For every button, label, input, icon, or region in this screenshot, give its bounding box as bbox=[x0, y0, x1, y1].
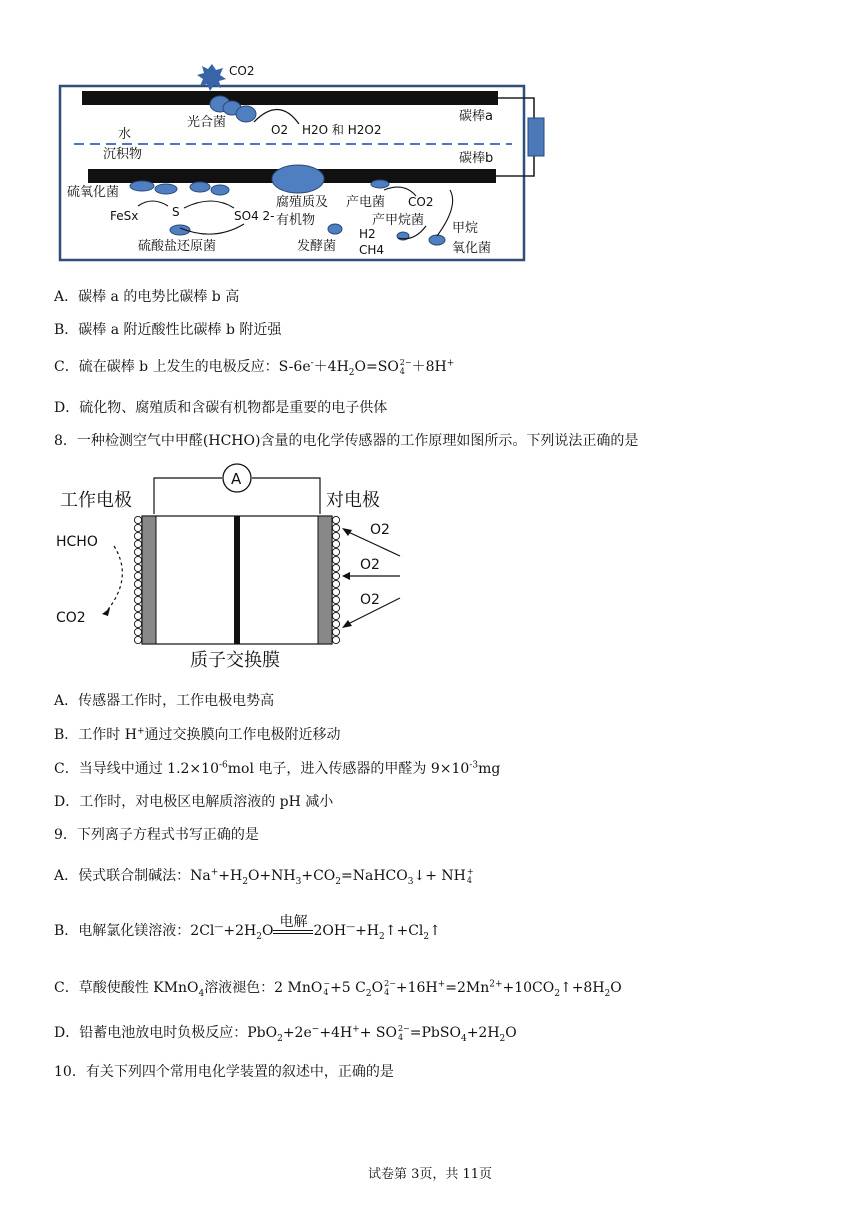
counter-electrode-label: 对电极 bbox=[326, 490, 380, 511]
q7-option-a: A．碳棒 a 的电势比碳棒 b 高 bbox=[54, 289, 240, 305]
electrode-bead bbox=[332, 572, 339, 579]
electrode-bead bbox=[332, 612, 339, 619]
electrode-bead bbox=[134, 628, 141, 635]
sediment-label: 沉积物 bbox=[103, 147, 143, 162]
organics-label: 有机物 bbox=[276, 213, 316, 228]
q8-option-a: A．传感器工作时，工作电极电势高 bbox=[54, 693, 275, 709]
electrode-bead bbox=[134, 564, 141, 571]
carbon-a-label: 碳棒a bbox=[459, 109, 493, 124]
methanogens-label: 产甲烷菌 bbox=[372, 213, 425, 228]
q8-option-d: D．工作时，对电极区电解质溶液的 pH 减小 bbox=[54, 794, 334, 810]
s-label: S bbox=[172, 205, 180, 219]
electrode-bead bbox=[332, 588, 339, 595]
q9-option-a: A．侯式联合制碱法：$Na^++H_2O+NH_3+CO_2=NaHCO_3↓+$ NH + 4 bbox=[54, 867, 474, 887]
q9-stem: 9．下列离子方程式书写正确的是 bbox=[54, 827, 259, 843]
q8-option-b: B．工作时 H+通过交换膜向工作电极附近移动 bbox=[54, 726, 341, 743]
sulfide-bacteria-label: 硫氧化菌 bbox=[67, 185, 120, 200]
photo-bacteria-label: 光合菌 bbox=[187, 115, 227, 130]
h2o-h2o2-label: H2O 和 H2O2 bbox=[302, 123, 382, 137]
figure-hcho-sensor bbox=[54, 462, 414, 682]
electro-bacteria-label: 产电菌 bbox=[346, 195, 386, 210]
electrode-bead bbox=[134, 532, 141, 539]
electrode-bead bbox=[134, 604, 141, 611]
co2-sensor-label: CO2 bbox=[56, 610, 86, 626]
q9-option-b: B．电解氯化镁溶液：$2Cl^—+2H_2O$ 电解 $2OH^—+H_2↑+Cl_2↑$ bbox=[54, 914, 441, 942]
sulfate-reducers-label: 硫酸盐还原菌 bbox=[138, 239, 217, 254]
q10-stem: 10．有关下列四个常用电化学装置的叙述中，正确的是 bbox=[54, 1064, 394, 1080]
so4-label: SO4 2- bbox=[234, 209, 275, 223]
electrode-bead bbox=[134, 636, 141, 643]
electrode-bead bbox=[332, 548, 339, 555]
carbon-b-label: 碳棒b bbox=[459, 151, 494, 166]
o2-sensor-label-1: O2 bbox=[370, 522, 390, 538]
electrode-bead bbox=[332, 604, 339, 611]
electrode-bead bbox=[332, 516, 339, 523]
electrode-bead bbox=[134, 620, 141, 627]
electrode-bead bbox=[134, 516, 141, 523]
figure-sediment-fuel-cell bbox=[54, 56, 554, 266]
electrode-bead bbox=[332, 556, 339, 563]
page-footer: 试卷第 3页，共 11页 bbox=[367, 1167, 493, 1182]
co2-right-label: CO2 bbox=[408, 195, 434, 209]
electrode-bead bbox=[134, 548, 141, 555]
electrode-bead bbox=[332, 540, 339, 547]
q9-option-c: C．草酸使酸性 KMnO$_4$溶液褪色：2 MnO − 4 +5 $C_2O$ 2− 4 $+16H^+=2Mn^{2+}+10CO_2↑+8H_2O$ bbox=[54, 979, 622, 999]
q7-option-c: C．硫在碳棒 b 上发生的电极反应：$S-6e^-+4H_2O=SO$ 2− 4 ＋8H+ bbox=[54, 358, 455, 378]
electrode-bead bbox=[332, 636, 339, 643]
co2-top-label: CO2 bbox=[229, 64, 255, 78]
electrode-bead bbox=[332, 564, 339, 571]
humus-label: 腐殖质及 bbox=[276, 195, 329, 210]
q7-option-b: B．碳棒 a 附近酸性比碳棒 b 附近强 bbox=[54, 322, 282, 338]
hcho-label: HCHO bbox=[56, 534, 98, 550]
electrode-bead bbox=[332, 532, 339, 539]
electrode-bead bbox=[332, 596, 339, 603]
electrode-bead bbox=[134, 540, 141, 547]
o2-sensor-label-3: O2 bbox=[360, 592, 380, 608]
electrode-bead bbox=[332, 524, 339, 531]
fesx-label: FeSx bbox=[110, 209, 139, 223]
methane-ox-label-2: 氧化菌 bbox=[452, 241, 492, 256]
q8-option-c: C．当导线中通过 $1.2\times 10^{-6}mol$ 电子，进入传感器的甲醛为 $9\times 10^{-3}mg$ bbox=[54, 760, 501, 777]
electrode-bead bbox=[134, 524, 141, 531]
electrode-bead bbox=[332, 620, 339, 627]
electrode-bead bbox=[134, 588, 141, 595]
membrane-label: 质子交换膜 bbox=[190, 650, 280, 671]
o2-label: O2 bbox=[271, 123, 289, 137]
electrode-bead bbox=[332, 580, 339, 587]
h2-label: H2 bbox=[359, 227, 376, 241]
electrode-bead bbox=[134, 572, 141, 579]
electrode-bead bbox=[134, 556, 141, 563]
q7-option-d: D．硫化物、腐殖质和含碳有机物都是重要的电子供体 bbox=[54, 400, 388, 416]
q9-option-d: D．铅蓄电池放电时负极反应：PbO$_2$+2e−+4H++ SO 2− 4 $=PbSO_4+2H_2O$ bbox=[54, 1024, 517, 1044]
water-label: 水 bbox=[118, 127, 132, 142]
fermenters-label: 发酵菌 bbox=[297, 239, 337, 254]
q8-stem: 8．一种检测空气中甲醛(HCHO)含量的电化学传感器的工作原理如图所示。下列说法正确的是 bbox=[54, 433, 639, 449]
o2-sensor-label-2: O2 bbox=[360, 557, 380, 573]
electrode-bead bbox=[134, 596, 141, 603]
ch4-label: CH4 bbox=[359, 243, 385, 257]
methane-ox-label-1: 甲烷 bbox=[452, 221, 479, 236]
working-electrode-label: 工作电极 bbox=[60, 490, 132, 511]
electrode-bead bbox=[134, 612, 141, 619]
electrode-bead bbox=[332, 628, 339, 635]
ammeter-label: A bbox=[231, 470, 242, 488]
electrode-bead bbox=[134, 580, 141, 587]
